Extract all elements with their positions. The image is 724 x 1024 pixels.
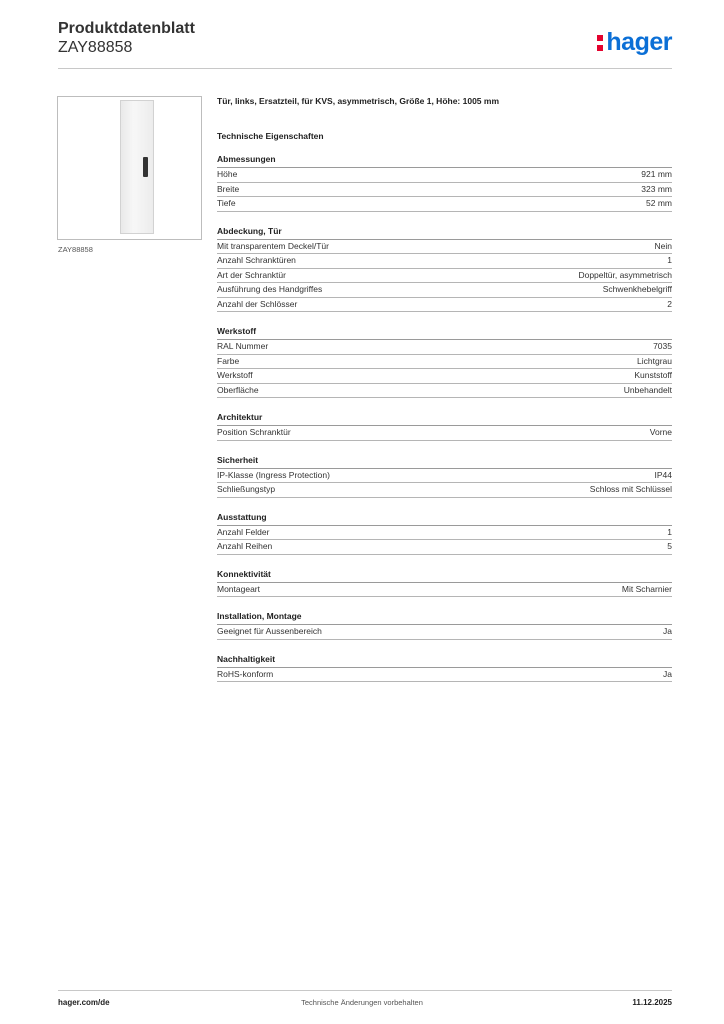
logo-text: hager: [606, 28, 672, 56]
property-row: [217, 340, 672, 355]
property-row: [217, 583, 672, 598]
property-label: Werkstoff: [217, 370, 253, 380]
door-handle-icon: [143, 157, 148, 177]
property-label: Oberfläche: [217, 384, 259, 395]
property-row: [217, 526, 672, 541]
property-label: Anzahl Schranktüren: [217, 255, 296, 265]
logo-mark-icon: [596, 32, 604, 52]
property-label: Geeignet für Aussenbereich: [217, 626, 322, 636]
property-value: Kunststoff: [634, 370, 672, 380]
hager-logo: [596, 28, 672, 58]
property-row: [217, 254, 672, 269]
property-row: [217, 197, 672, 212]
product-number: ZAY88858: [58, 39, 133, 56]
section-title: Werkstoff: [217, 325, 672, 340]
property-value: Vorne: [649, 427, 672, 437]
property-value: Nein: [654, 240, 672, 251]
property-label: Ausführung des Handgriffes: [217, 284, 323, 294]
property-label: Anzahl Felder: [217, 526, 270, 537]
property-label: Schließungstyp: [217, 484, 276, 494]
property-row: [217, 283, 672, 298]
property-value: 5: [667, 541, 672, 551]
property-row: [217, 369, 672, 384]
header-divider: [58, 68, 672, 69]
property-value: 1: [667, 255, 672, 265]
property-label: Tiefe: [217, 198, 236, 208]
property-value: Schloss mit Schlüssel: [589, 484, 672, 494]
door-panel-image: [120, 100, 154, 234]
section-title: Architektur: [217, 411, 672, 426]
property-row: [217, 298, 672, 313]
property-value: Doppeltür, asymmetrisch: [578, 269, 672, 280]
footer-disclaimer: Technische Änderungen vorbehalten: [301, 998, 423, 1007]
property-row: [217, 426, 672, 441]
property-value: Unbehandelt: [623, 384, 672, 395]
product-title: Tür, links, Ersatzteil, für KVS, asymmetrisch, Größe 1, Höhe: 1005 mm: [217, 96, 500, 106]
properties-heading: Technische Eigenschaften: [217, 131, 324, 141]
section-title: Nachhaltigkeit: [217, 653, 672, 668]
section-title: Sicherheit: [217, 454, 672, 469]
property-label: Farbe: [217, 355, 240, 366]
footer-divider: [58, 990, 672, 991]
section-title: Installation, Montage: [217, 610, 672, 625]
image-caption: ZAY88858: [58, 245, 93, 254]
property-value: 1: [667, 526, 672, 537]
property-value: 52 mm: [646, 198, 672, 208]
property-label: Art der Schranktür: [217, 269, 286, 280]
property-label: IP-Klasse (Ingress Protection): [217, 469, 330, 480]
property-value: Ja: [663, 668, 672, 679]
product-image: [57, 96, 202, 240]
property-value: 323 mm: [641, 183, 672, 194]
property-value: Lichtgrau: [637, 355, 672, 366]
property-row: [217, 384, 672, 399]
property-value: Schwenkhebelgriff: [602, 284, 672, 294]
section-title: Abdeckung, Tür: [217, 225, 672, 240]
property-value: Ja: [663, 626, 672, 636]
footer-date: 11.12.2025: [632, 998, 672, 1007]
property-row: [217, 183, 672, 198]
document-title: Produktdatenblatt: [58, 20, 195, 37]
property-row: [217, 483, 672, 498]
property-value: Mit Scharnier: [621, 583, 672, 594]
property-row: [217, 625, 672, 640]
property-row: [217, 540, 672, 555]
property-row: [217, 240, 672, 255]
property-value: 921 mm: [641, 169, 672, 179]
property-row: [217, 668, 672, 683]
section-title: Abmessungen: [217, 153, 672, 168]
section-title: Ausstattung: [217, 511, 672, 526]
property-label: Position Schranktür: [217, 427, 291, 437]
property-row: [217, 168, 672, 183]
property-label: RoHS-konform: [217, 668, 274, 679]
footer-website-link[interactable]: hager.com/de: [58, 998, 110, 1007]
page-header: [58, 20, 672, 68]
property-label: Anzahl Reihen: [217, 541, 273, 551]
product-details: [217, 96, 672, 682]
property-value: IP44: [654, 469, 672, 480]
property-label: Mit transparentem Deckel/Tür: [217, 240, 329, 251]
property-value: 7035: [653, 341, 672, 351]
property-row: [217, 355, 672, 370]
property-row: [217, 269, 672, 284]
property-row: [217, 469, 672, 484]
property-label: Montageart: [217, 583, 260, 594]
section-title: Konnektivität: [217, 568, 672, 583]
property-label: Breite: [217, 183, 240, 194]
property-value: 2: [667, 298, 672, 309]
property-label: Höhe: [217, 169, 238, 179]
property-label: RAL Nummer: [217, 341, 269, 351]
property-label: Anzahl der Schlösser: [217, 298, 298, 309]
property-sections: [217, 153, 672, 682]
